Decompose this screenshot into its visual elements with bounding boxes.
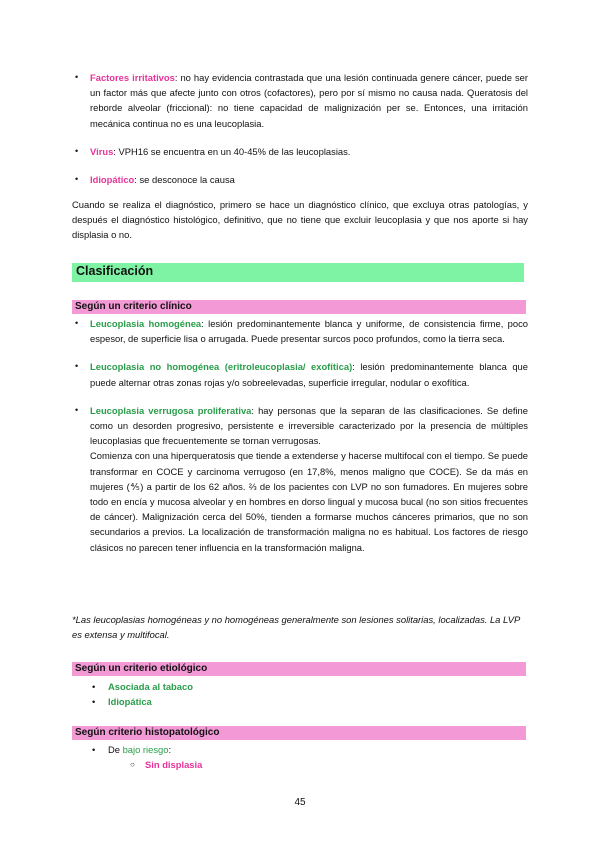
bullet-label: Leucoplasia no homogénea (eritroleucoplasia/ exofítica) bbox=[90, 361, 353, 373]
etiological-heading-bar bbox=[72, 662, 526, 676]
bullet-extra-text: Comienza con una hiperqueratosis que tiende a extenderse y hacerse multifocal con el tiempo. Se puede transformar en COCE y carcinoma verrugoso (en 17,8%, menos maligno que COCE). Se da más en mujeres (⅘) a partir de los 62 años. ⅔ de los pacientes con LVP no son fumadores. En mujeres sobre todo en encía y mucosa alveolar y en hombres en dorso lingual y mucosa bucal (no son sitios frecuentes de cáncer). Malignización cerca del 50%, tienden a formarse muchos cánceres primarios, que no son secundarios a previos. La localización de transformación maligna no es habitual. Los factores de riesgo clásicos no parecen tener influencia en la transformación maligna. bbox=[90, 450, 528, 553]
histopathological-heading-bar bbox=[72, 726, 526, 740]
subsection-title: Según un criterio etiológico bbox=[75, 663, 208, 674]
subsection-title: Según un criterio clínico bbox=[75, 301, 192, 312]
histopathological-list bbox=[108, 743, 171, 758]
subsection-title: Según criterio histopatológico bbox=[75, 727, 220, 738]
diagnosis-paragraph: Cuando se realiza el diagnóstico, primero se hace un diagnóstico clínico, que excluya otras patologías, y después el diagnóstico histológico, definitivo, que no tiene que excluir leucoplasia y que nos aporte si hay displasia o no. bbox=[72, 199, 528, 241]
bullet-label: Virus bbox=[90, 145, 114, 157]
list-item: • De bajo riesgo: bbox=[108, 743, 171, 758]
page-number: 45 bbox=[294, 797, 306, 808]
bullet-label: Factores irritativos bbox=[90, 72, 175, 83]
list-item bbox=[90, 359, 528, 389]
bullet-label: Idiopático bbox=[90, 174, 135, 186]
risk-label: bajo riesgo bbox=[122, 744, 169, 755]
bullet-label: Leucoplasia verrugosa proliferativa bbox=[90, 404, 252, 416]
bullet-text: : lesión predominantemente blanca que puede alternar otras zonas rojas y/o sobreelevadas, superficie irregular, nodular o exofítica. bbox=[90, 361, 528, 388]
section-heading-bar bbox=[72, 263, 524, 282]
list-item bbox=[90, 144, 528, 159]
list-item: • Asociada al tabaco bbox=[108, 680, 193, 695]
list-item bbox=[90, 403, 528, 555]
list-item bbox=[90, 70, 528, 131]
section-title: Clasificación bbox=[76, 264, 154, 278]
bullet-text: : hay personas que la separan de las clasificaciones. Se define como un desorden progresivo, persistente e irreversible caracterizado por la presencia de múltiples leucoplasias que frecuentemente se tornan verrugosas. bbox=[90, 404, 528, 447]
footnote: *Las leucoplasias homogéneas y no homogéneas generalmente son lesiones solitarias, localizadas. La LVP es extensa y multifocal. bbox=[72, 614, 520, 641]
clinical-list bbox=[90, 316, 528, 568]
etiological-list bbox=[108, 680, 193, 709]
bullet-text: : lesión predominantemente blanca y uniforme, de consistencia firme, poco espesor, de superficie lisa o arrugada. Puede presentar surcos poco profundos, como la tierra seca. bbox=[90, 318, 528, 345]
bullet-text: : se desconoce la causa bbox=[134, 174, 235, 186]
clinical-heading-bar bbox=[72, 300, 526, 314]
bullet-text: : VPH16 se encuentra en un 40-45% de las leucoplasias. bbox=[113, 145, 351, 157]
bullet-label: Leucoplasia homogénea bbox=[90, 318, 202, 329]
list-item bbox=[90, 316, 528, 346]
list-item bbox=[90, 172, 528, 187]
intro-bullet-list bbox=[90, 70, 528, 200]
bullet-text: : no hay evidencia contrastada que una lesión continuada genere cáncer, puede ser un factor más que afecte junto con otros (cofactores), pero por sí mismo no causa nada. Queratosis del reborde alveolar (friccional): no tiene capacidad de malignización per se. Entonces, una irritación mecánica continua no es una leucoplasia. bbox=[90, 72, 528, 129]
list-item: • Idiopática bbox=[108, 695, 193, 710]
sub-list-item: ○ Sin displasia bbox=[145, 758, 202, 772]
